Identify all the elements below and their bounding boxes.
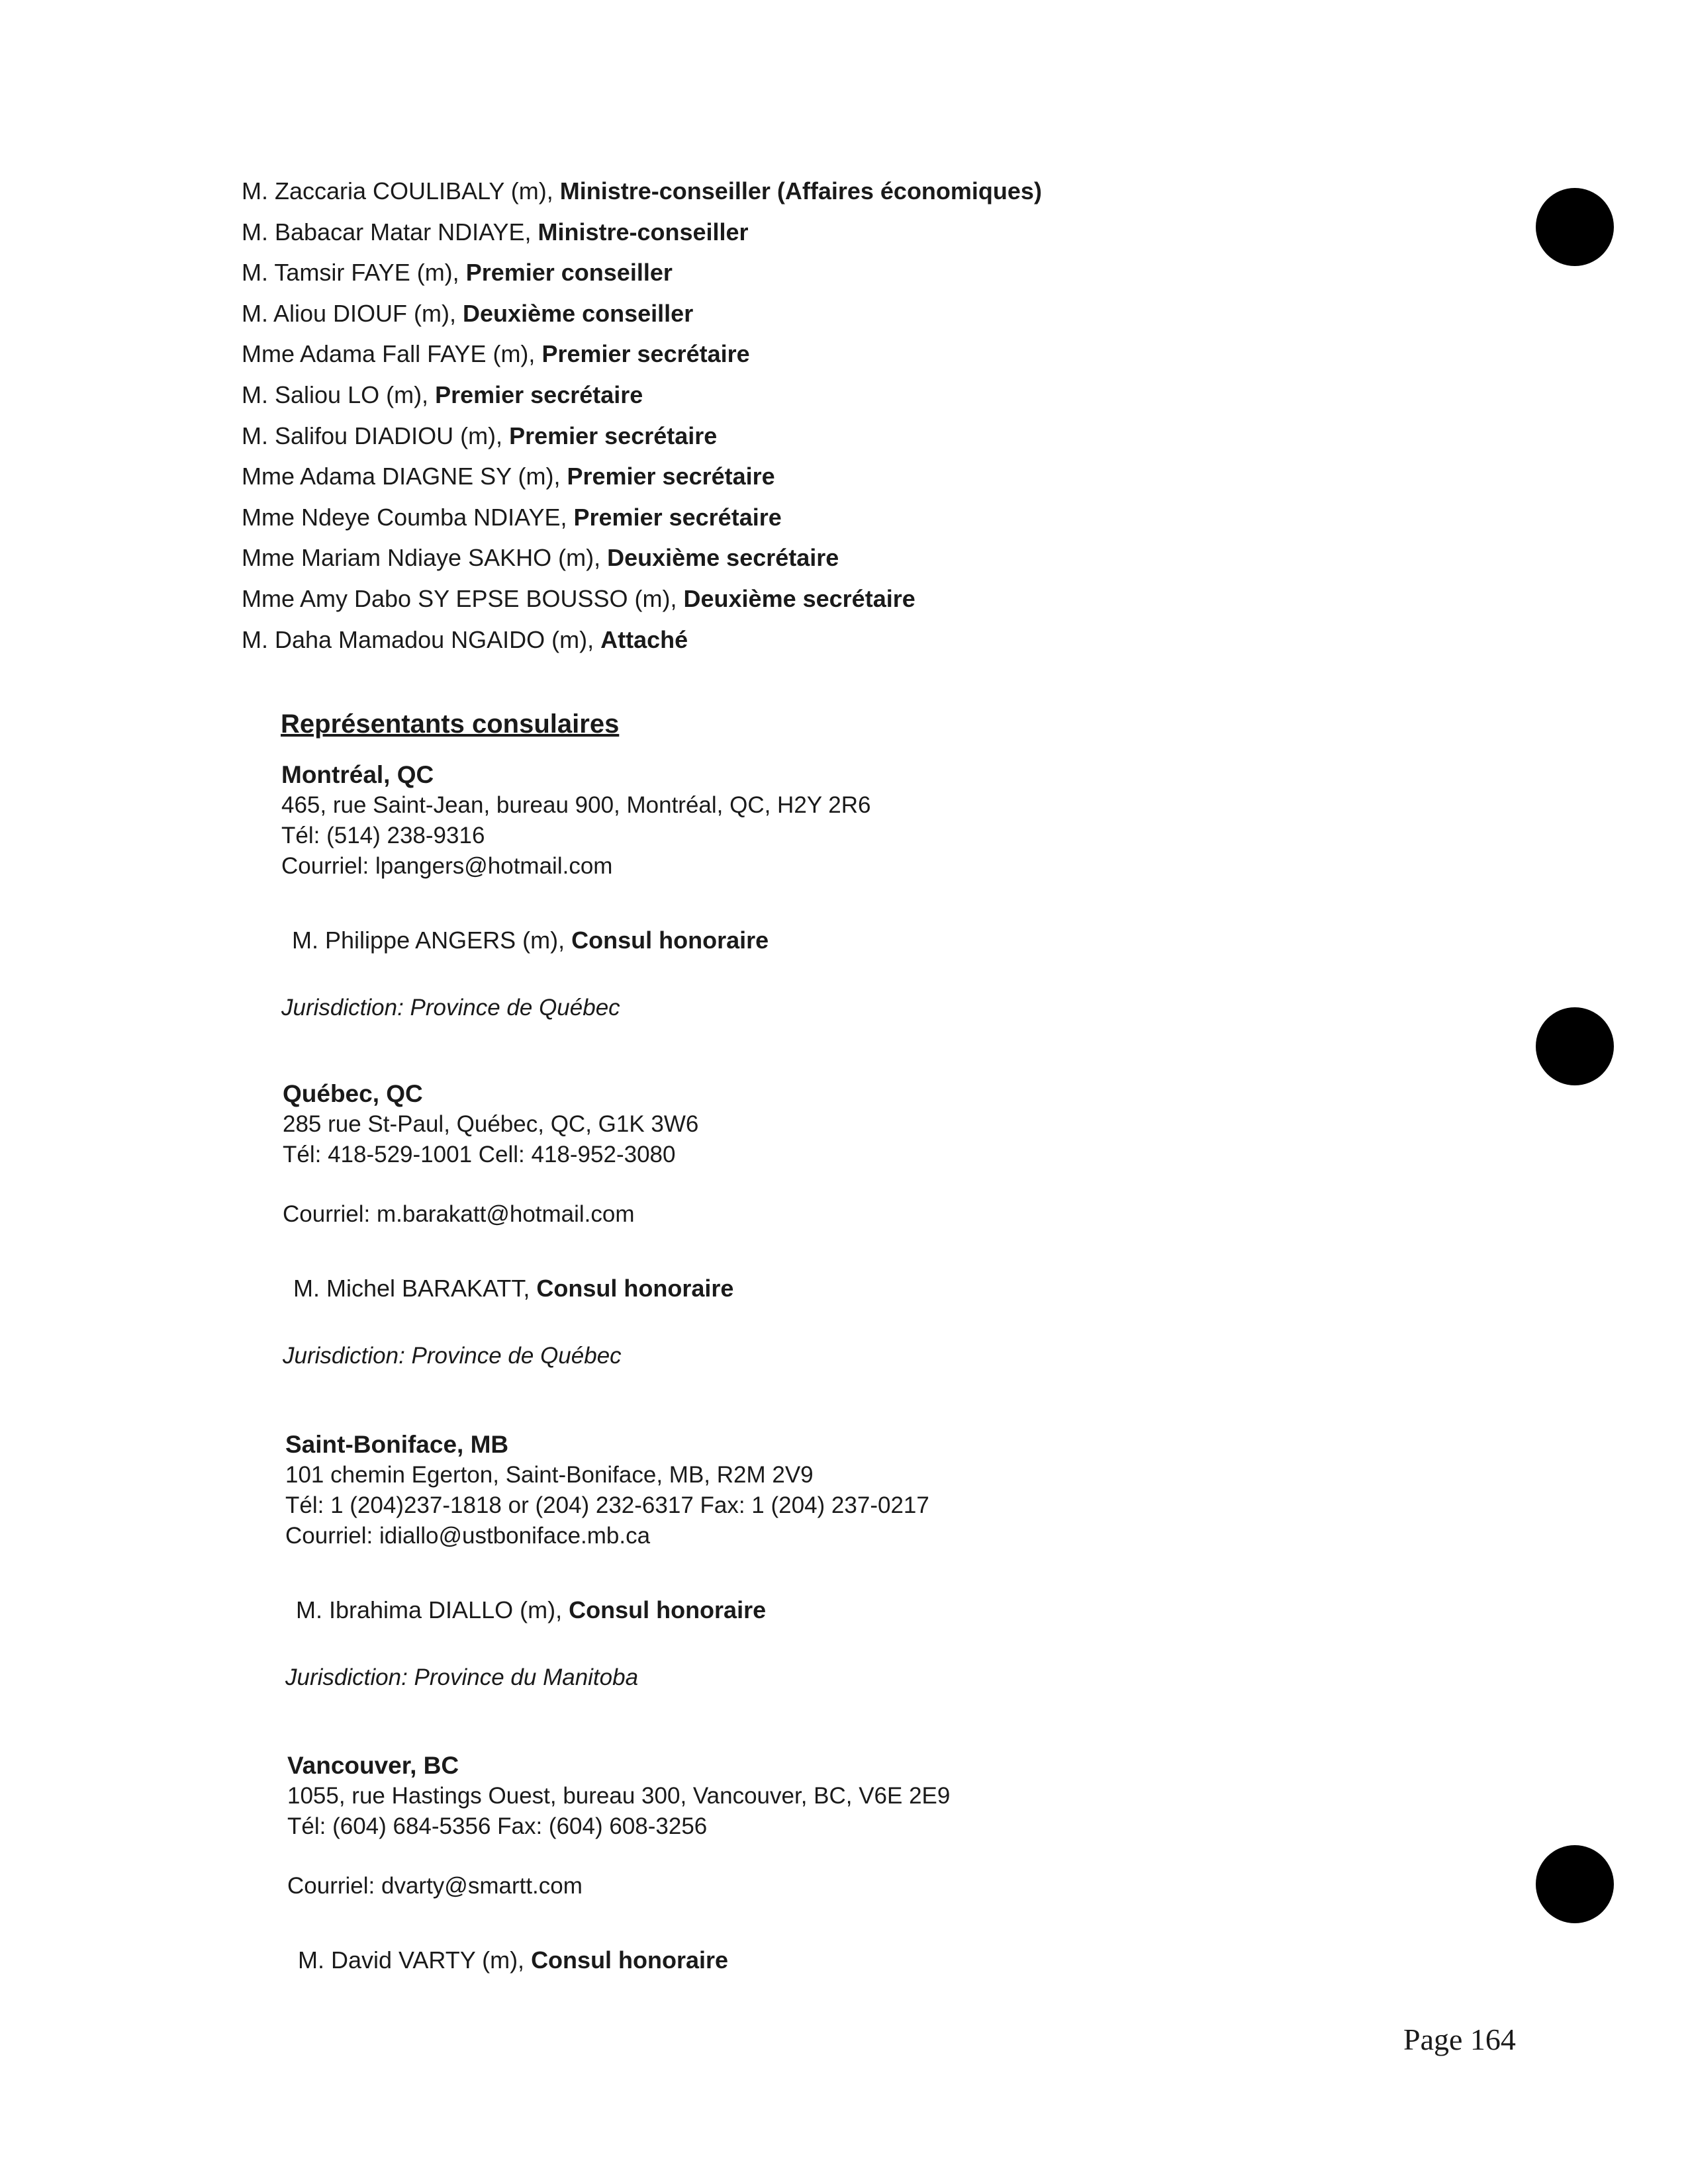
staff-role: Premier secrétaire	[541, 340, 750, 368]
staff-name: Mme Ndeye Coumba NDIAYE,	[242, 503, 574, 531]
location-jurisdiction: Jurisdiction: Province du Manitoba	[285, 1664, 639, 1690]
location-city: Saint-Boniface, MB	[285, 1431, 509, 1458]
staff-entry	[242, 171, 1042, 212]
location-city: Montréal, QC	[281, 761, 434, 788]
staff-role: Deuxième secrétaire	[607, 544, 839, 572]
location-city: Vancouver, BC	[287, 1752, 459, 1779]
section-heading-consular: Représentants consulaires	[281, 709, 620, 739]
consul-role: Consul honoraire	[569, 1596, 767, 1623]
location-jurisdiction: Jurisdiction: Province de Québec	[283, 1343, 622, 1369]
staff-name: M. Zaccaria COULIBALY (m),	[242, 177, 560, 205]
staff-role: Premier conseiller	[465, 259, 673, 287]
page-number: Page 164	[1403, 2023, 1516, 2056]
consul-entry	[298, 1945, 950, 1976]
consul-entry	[296, 1595, 929, 1625]
staff-role: Deuxième conseiller	[463, 299, 694, 327]
location-city: Québec, QC	[283, 1080, 423, 1107]
punch-hole	[1536, 1007, 1614, 1085]
staff-entry	[242, 375, 1042, 416]
staff-entry	[242, 416, 1042, 457]
consulate-saint-boniface	[285, 1430, 929, 1693]
consulate-montreal	[281, 760, 870, 1023]
consul-name: M. Michel BARAKATT,	[293, 1275, 537, 1302]
location-phone: Tél: (514) 238-9316	[281, 823, 485, 848]
staff-entry	[242, 293, 1042, 334]
staff-name: M. Tamsir FAYE (m),	[242, 259, 466, 287]
staff-role: Ministre-conseiller (Affaires économiques)	[559, 177, 1042, 205]
consul-name: M. Ibrahima DIALLO (m),	[296, 1596, 569, 1623]
location-phone: Tél: (604) 684-5356 Fax: (604) 608-3256	[287, 1813, 708, 1839]
staff-name: M. Salifou DIADIOU (m),	[242, 422, 510, 449]
staff-name: M. Saliou LO (m),	[242, 381, 436, 408]
staff-name: Mme Mariam Ndiaye SAKHO (m),	[242, 544, 608, 572]
staff-role: Deuxième secrétaire	[683, 584, 915, 612]
staff-entry	[242, 497, 1042, 538]
staff-entry	[242, 578, 1042, 619]
consulate-quebec	[283, 1079, 733, 1371]
punch-hole	[1536, 188, 1614, 266]
staff-entry	[242, 456, 1042, 497]
staff-role: Premier secrétaire	[573, 503, 782, 531]
staff-entry	[242, 334, 1042, 375]
location-email: Courriel: dvarty@smartt.com	[287, 1873, 583, 1899]
punch-hole	[1536, 1845, 1614, 1923]
staff-role: Ministre-conseiller	[538, 218, 749, 246]
location-address: 465, rue Saint-Jean, bureau 900, Montréal, QC, H2Y 2R6	[281, 792, 871, 818]
staff-role: Attaché	[600, 625, 688, 653]
consul-name: M. David VARTY (m),	[298, 1946, 532, 1974]
staff-list	[242, 171, 1042, 660]
location-email: Courriel: m.barakatt@hotmail.com	[283, 1201, 635, 1227]
location-address: 101 chemin Egerton, Saint-Boniface, MB, R2M 2V9	[285, 1462, 814, 1488]
location-address: 1055, rue Hastings Ouest, bureau 300, Vancouver, BC, V6E 2E9	[287, 1783, 951, 1809]
staff-name: Mme Amy Dabo SY EPSE BOUSSO (m),	[242, 584, 684, 612]
staff-role: Premier secrétaire	[567, 463, 775, 490]
consul-entry	[293, 1273, 733, 1304]
staff-entry	[242, 537, 1042, 578]
location-jurisdiction: Jurisdiction: Province de Québec	[281, 995, 620, 1021]
consul-role: Consul honoraire	[536, 1275, 734, 1302]
staff-entry	[242, 212, 1042, 253]
location-email: Courriel: idiallo@ustboniface.mb.ca	[285, 1523, 651, 1549]
staff-name: M. Daha Mamadou NGAIDO (m),	[242, 625, 601, 653]
consul-name: M. Philippe ANGERS (m),	[292, 927, 572, 954]
staff-name: Mme Adama DIAGNE SY (m),	[242, 463, 567, 490]
staff-role: Premier secrétaire	[509, 422, 718, 449]
location-phone: Tél: 418-529-1001 Cell: 418-952-3080	[283, 1142, 676, 1167]
consul-role: Consul honoraire	[571, 927, 769, 954]
staff-entry	[242, 619, 1042, 660]
staff-name: M. Babacar Matar NDIAYE,	[242, 218, 538, 246]
staff-role: Premier secrétaire	[435, 381, 643, 408]
staff-name: M. Aliou DIOUF (m),	[242, 299, 463, 327]
consulate-vancouver	[287, 1751, 950, 1976]
consul-entry	[292, 925, 870, 956]
location-email: Courriel: lpangers@hotmail.com	[281, 853, 613, 879]
staff-entry	[242, 252, 1042, 293]
consul-role: Consul honoraire	[531, 1946, 729, 1974]
location-phone: Tél: 1 (204)237-1818 or (204) 232-6317 Fax: 1 (204) 237-0217	[285, 1492, 929, 1518]
staff-name: Mme Adama Fall FAYE (m),	[242, 340, 542, 368]
location-address: 285 rue St-Paul, Québec, QC, G1K 3W6	[283, 1111, 699, 1137]
